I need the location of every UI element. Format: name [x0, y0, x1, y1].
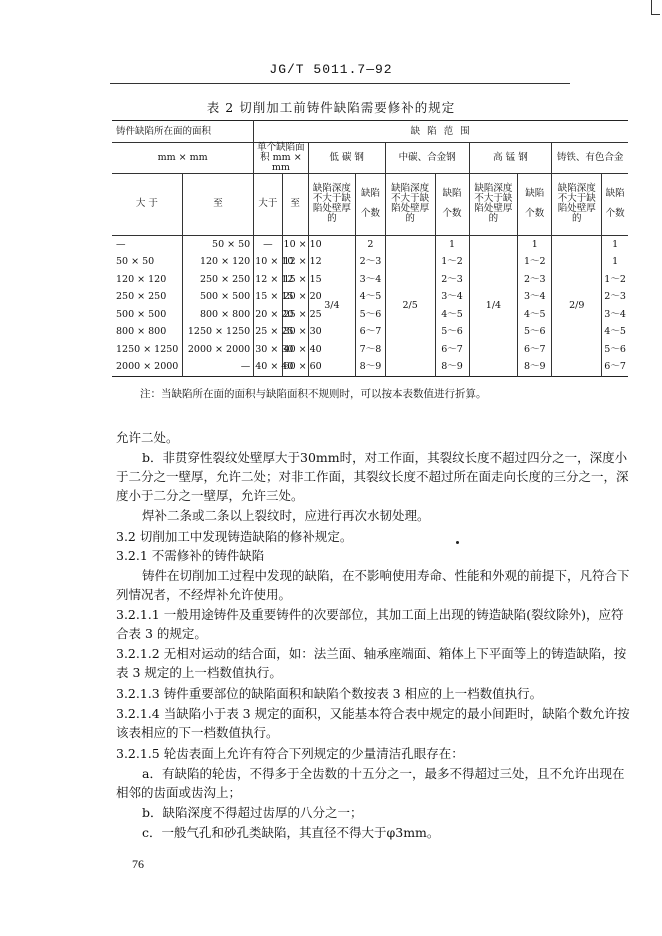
- cell-depth-low-carbon: 3/4: [308, 235, 356, 376]
- cell-area-greater: 250 × 250: [112, 288, 182, 306]
- cell-count-cast-iron: 6～7: [602, 358, 628, 376]
- defect-repair-table: [112, 120, 628, 377]
- cell-count-medium-carbon: 3～4: [435, 288, 469, 306]
- table-title: 表 2 切削加工前铸件缺陷需要修补的规定: [206, 100, 456, 115]
- table-note: 注：当缺陷所在面的面积与缺陷面积不规则时，可以按本表数值进行折算。: [140, 388, 487, 400]
- header-medium-carbon-alloy-steel: 中碳、合金钢: [385, 143, 469, 174]
- cell-area-up-to: 1250 × 1250: [182, 323, 253, 341]
- cell-count-cast-iron: 3～4: [602, 306, 628, 324]
- section-3-2-1-4: 3.2.1.4 当缺陷小于表 3 规定的面积，又能基本符合表中规定的最小间距时，缺陷个数允许按该表相应的下一档数值执行。: [116, 706, 630, 740]
- cell-count-cast-iron: 2～3: [602, 288, 628, 306]
- cell-single-greater: 15 × 15: [254, 288, 282, 306]
- cell-count-cast-iron: 5～6: [602, 341, 628, 359]
- item-a: a．有缺陷的轮齿，不得多于全齿数的十五分之一，最多不得超过三处，且不允许出现在相邻的齿面或齿沟上；: [116, 766, 625, 800]
- cell-depth-medium-carbon: 2/5: [385, 235, 435, 376]
- paragraph-weld-note: 焊补二条或二条以上裂纹时，应进行再次水韧处理。: [142, 508, 430, 523]
- cell-single-up-to: 40 × 40: [282, 341, 308, 359]
- cell-area-up-to: —: [182, 358, 253, 376]
- cell-area-up-to: 500 × 500: [182, 288, 253, 306]
- cell-single-greater: 40 × 40: [254, 358, 282, 376]
- cell-area-greater: 500 × 500: [112, 306, 182, 324]
- section-3-2-1-2: 3.2.1.2 无相对运动的结合面，如：法兰面、轴承座端面、箱体上下平面等上的铸造缺陷，按表 3 规定的上一档数值执行。: [116, 646, 627, 680]
- header-depth-4: 缺陷深度不大于缺陷处壁厚的: [552, 173, 602, 235]
- cell-area-greater: 120 × 120: [112, 271, 182, 289]
- cell-single-up-to: 10 × 10: [282, 235, 308, 253]
- cell-area-up-to: 120 × 120: [182, 253, 253, 271]
- header-depth-2: 缺陷深度不大于缺陷处壁厚的: [385, 173, 435, 235]
- cell-count-low-carbon: 4～5: [356, 288, 385, 306]
- header-count-4: 缺陷 个数: [602, 173, 628, 235]
- header-cast-iron-nonferrous: 铸铁、有色合金: [552, 143, 628, 174]
- header-area-label: 铸件缺陷所在面的面积: [112, 121, 254, 143]
- table-row: [112, 271, 628, 289]
- cell-single-up-to: 15 × 15: [282, 271, 308, 289]
- cell-count-low-carbon: 5～6: [356, 306, 385, 324]
- item-b: b．缺陷深度不得超过齿厚的八分之一；: [142, 805, 363, 820]
- cell-count-high-manganese: 6～7: [518, 341, 552, 359]
- cell-area-up-to: 2000 × 2000: [182, 341, 253, 359]
- page-number: 76: [132, 857, 144, 871]
- cell-count-high-manganese: 3～4: [518, 288, 552, 306]
- cell-count-medium-carbon: 8～9: [435, 358, 469, 376]
- cell-area-up-to: 250 × 250: [182, 271, 253, 289]
- section-3-2-1-1: 3.2.1.1 一般用途铸件及重要铸件的次要部位，其加工面上出现的铸造缺陷(裂纹除外)，应符合表 3 的规定。: [116, 607, 624, 641]
- cell-count-cast-iron: 4～5: [602, 323, 628, 341]
- item-c: c．一般气孔和砂孔类缺陷，其直径不得大于φ3mm。: [142, 825, 440, 840]
- cell-area-greater: —: [112, 235, 182, 253]
- header-unit: mm × mm: [112, 143, 254, 174]
- header-single-area: 单个缺陷面积 mm × mm: [254, 143, 308, 174]
- table-row: [112, 235, 628, 253]
- cell-count-low-carbon: 2: [356, 235, 385, 253]
- cell-count-high-manganese: 2～3: [518, 271, 552, 289]
- cell-single-greater: —: [254, 235, 282, 253]
- table-row: [112, 253, 628, 271]
- cell-area-greater: 1250 × 1250: [112, 341, 182, 359]
- cell-single-up-to: 20 × 20: [282, 288, 308, 306]
- cell-count-high-manganese: 1～2: [518, 253, 552, 271]
- cell-count-high-manganese: 8～9: [518, 358, 552, 376]
- cell-count-low-carbon: 8～9: [356, 358, 385, 376]
- cell-single-greater: 10 × 10: [254, 253, 282, 271]
- standard-number: JG/T 5011.7—92: [269, 62, 393, 77]
- cell-count-low-carbon: 6～7: [356, 323, 385, 341]
- header-depth-3: 缺陷深度不大于缺陷处壁厚的: [469, 173, 518, 235]
- cell-area-up-to: 50 × 50: [182, 235, 253, 253]
- header-low-carbon-steel: 低 碳 钢: [308, 143, 385, 174]
- cell-count-cast-iron: 1: [602, 235, 628, 253]
- table-row: [112, 323, 628, 341]
- cell-count-medium-carbon: 6～7: [435, 341, 469, 359]
- cell-area-up-to: 800 × 800: [182, 306, 253, 324]
- cell-count-low-carbon: 2～3: [356, 253, 385, 271]
- paragraph-continued: 允许二处。: [116, 430, 179, 445]
- header-single-up-to: 至: [282, 173, 308, 235]
- header-count-1: 缺陷 个数: [356, 173, 385, 235]
- cell-count-cast-iron: 1～2: [602, 271, 628, 289]
- cell-count-medium-carbon: 2～3: [435, 271, 469, 289]
- cell-count-cast-iron: 1: [602, 253, 628, 271]
- header-count-2: 缺陷 个数: [435, 173, 469, 235]
- cell-single-up-to: 30 × 30: [282, 323, 308, 341]
- cell-area-greater: 50 × 50: [112, 253, 182, 271]
- cell-single-up-to: 25 × 25: [282, 306, 308, 324]
- table-row: [112, 288, 628, 306]
- cell-single-greater: 20 × 20: [254, 306, 282, 324]
- header-high-manganese-steel: 高 锰 钢: [469, 143, 552, 174]
- header-depth-1: 缺陷深度不大于缺陷处壁厚的: [308, 173, 356, 235]
- corner-mark: [651, 0, 660, 15]
- cell-single-greater: 30 × 30: [254, 341, 282, 359]
- section-3-2: 3.2 切削加工中发现铸造缺陷的修补规定。: [116, 529, 353, 544]
- cell-count-high-manganese: 1: [518, 235, 552, 253]
- cell-count-low-carbon: 7～8: [356, 341, 385, 359]
- header-up-to: 至: [182, 173, 253, 235]
- cell-area-greater: 2000 × 2000: [112, 358, 182, 376]
- cell-area-greater: 800 × 800: [112, 323, 182, 341]
- cell-depth-high-manganese: 1/4: [469, 235, 518, 376]
- section-3-2-1: 3.2.1 不需修补的铸件缺陷: [116, 548, 265, 563]
- cell-count-medium-carbon: 4～5: [435, 306, 469, 324]
- cell-single-up-to: 60 × 60: [282, 358, 308, 376]
- cell-count-high-manganese: 4～5: [518, 306, 552, 324]
- cell-single-greater: 12 × 12: [254, 271, 282, 289]
- paragraph-intro: 铸件在切削加工过程中发现的缺陷，在不影响使用寿命、性能和外观的前提下，凡符合下列情况者，不经焊补允许使用。: [116, 568, 630, 602]
- table-row: [112, 341, 628, 359]
- header-rule: [110, 83, 570, 84]
- cell-depth-cast-iron: 2/9: [552, 235, 602, 376]
- cell-count-medium-carbon: 1～2: [435, 253, 469, 271]
- cell-single-greater: 25 × 25: [254, 323, 282, 341]
- cell-count-medium-carbon: 1: [435, 235, 469, 253]
- header-greater-than: 大 于: [112, 173, 182, 235]
- table-row: [112, 306, 628, 324]
- cell-count-high-manganese: 5～6: [518, 323, 552, 341]
- cell-count-low-carbon: 3～4: [356, 271, 385, 289]
- table-row: [112, 358, 628, 376]
- header-single-greater: 大于: [254, 173, 282, 235]
- section-3-2-1-5: 3.2.1.5 轮齿表面上允许有符合下列规定的少量清洁孔眼存在：: [116, 746, 464, 761]
- header-count-3: 缺陷 个数: [518, 173, 552, 235]
- paragraph-b: b．非贯穿性裂纹处壁厚大于30mm时，对工作面，其裂纹长度不超过四分之一，深度小于二分之一壁厚，允许二处；对非工作面，其裂纹长度不超过所在面走向长度的三分之一，深度小于二分之一壁厚，允许三处。: [116, 450, 629, 503]
- cell-count-medium-carbon: 5～6: [435, 323, 469, 341]
- header-defect-range: 缺 陷 范 围: [254, 121, 628, 143]
- section-3-2-1-3: 3.2.1.3 铸件重要部位的缺陷面积和缺陷个数按表 3 相应的上一档数值执行。: [116, 686, 543, 701]
- cell-single-up-to: 12 × 12: [282, 253, 308, 271]
